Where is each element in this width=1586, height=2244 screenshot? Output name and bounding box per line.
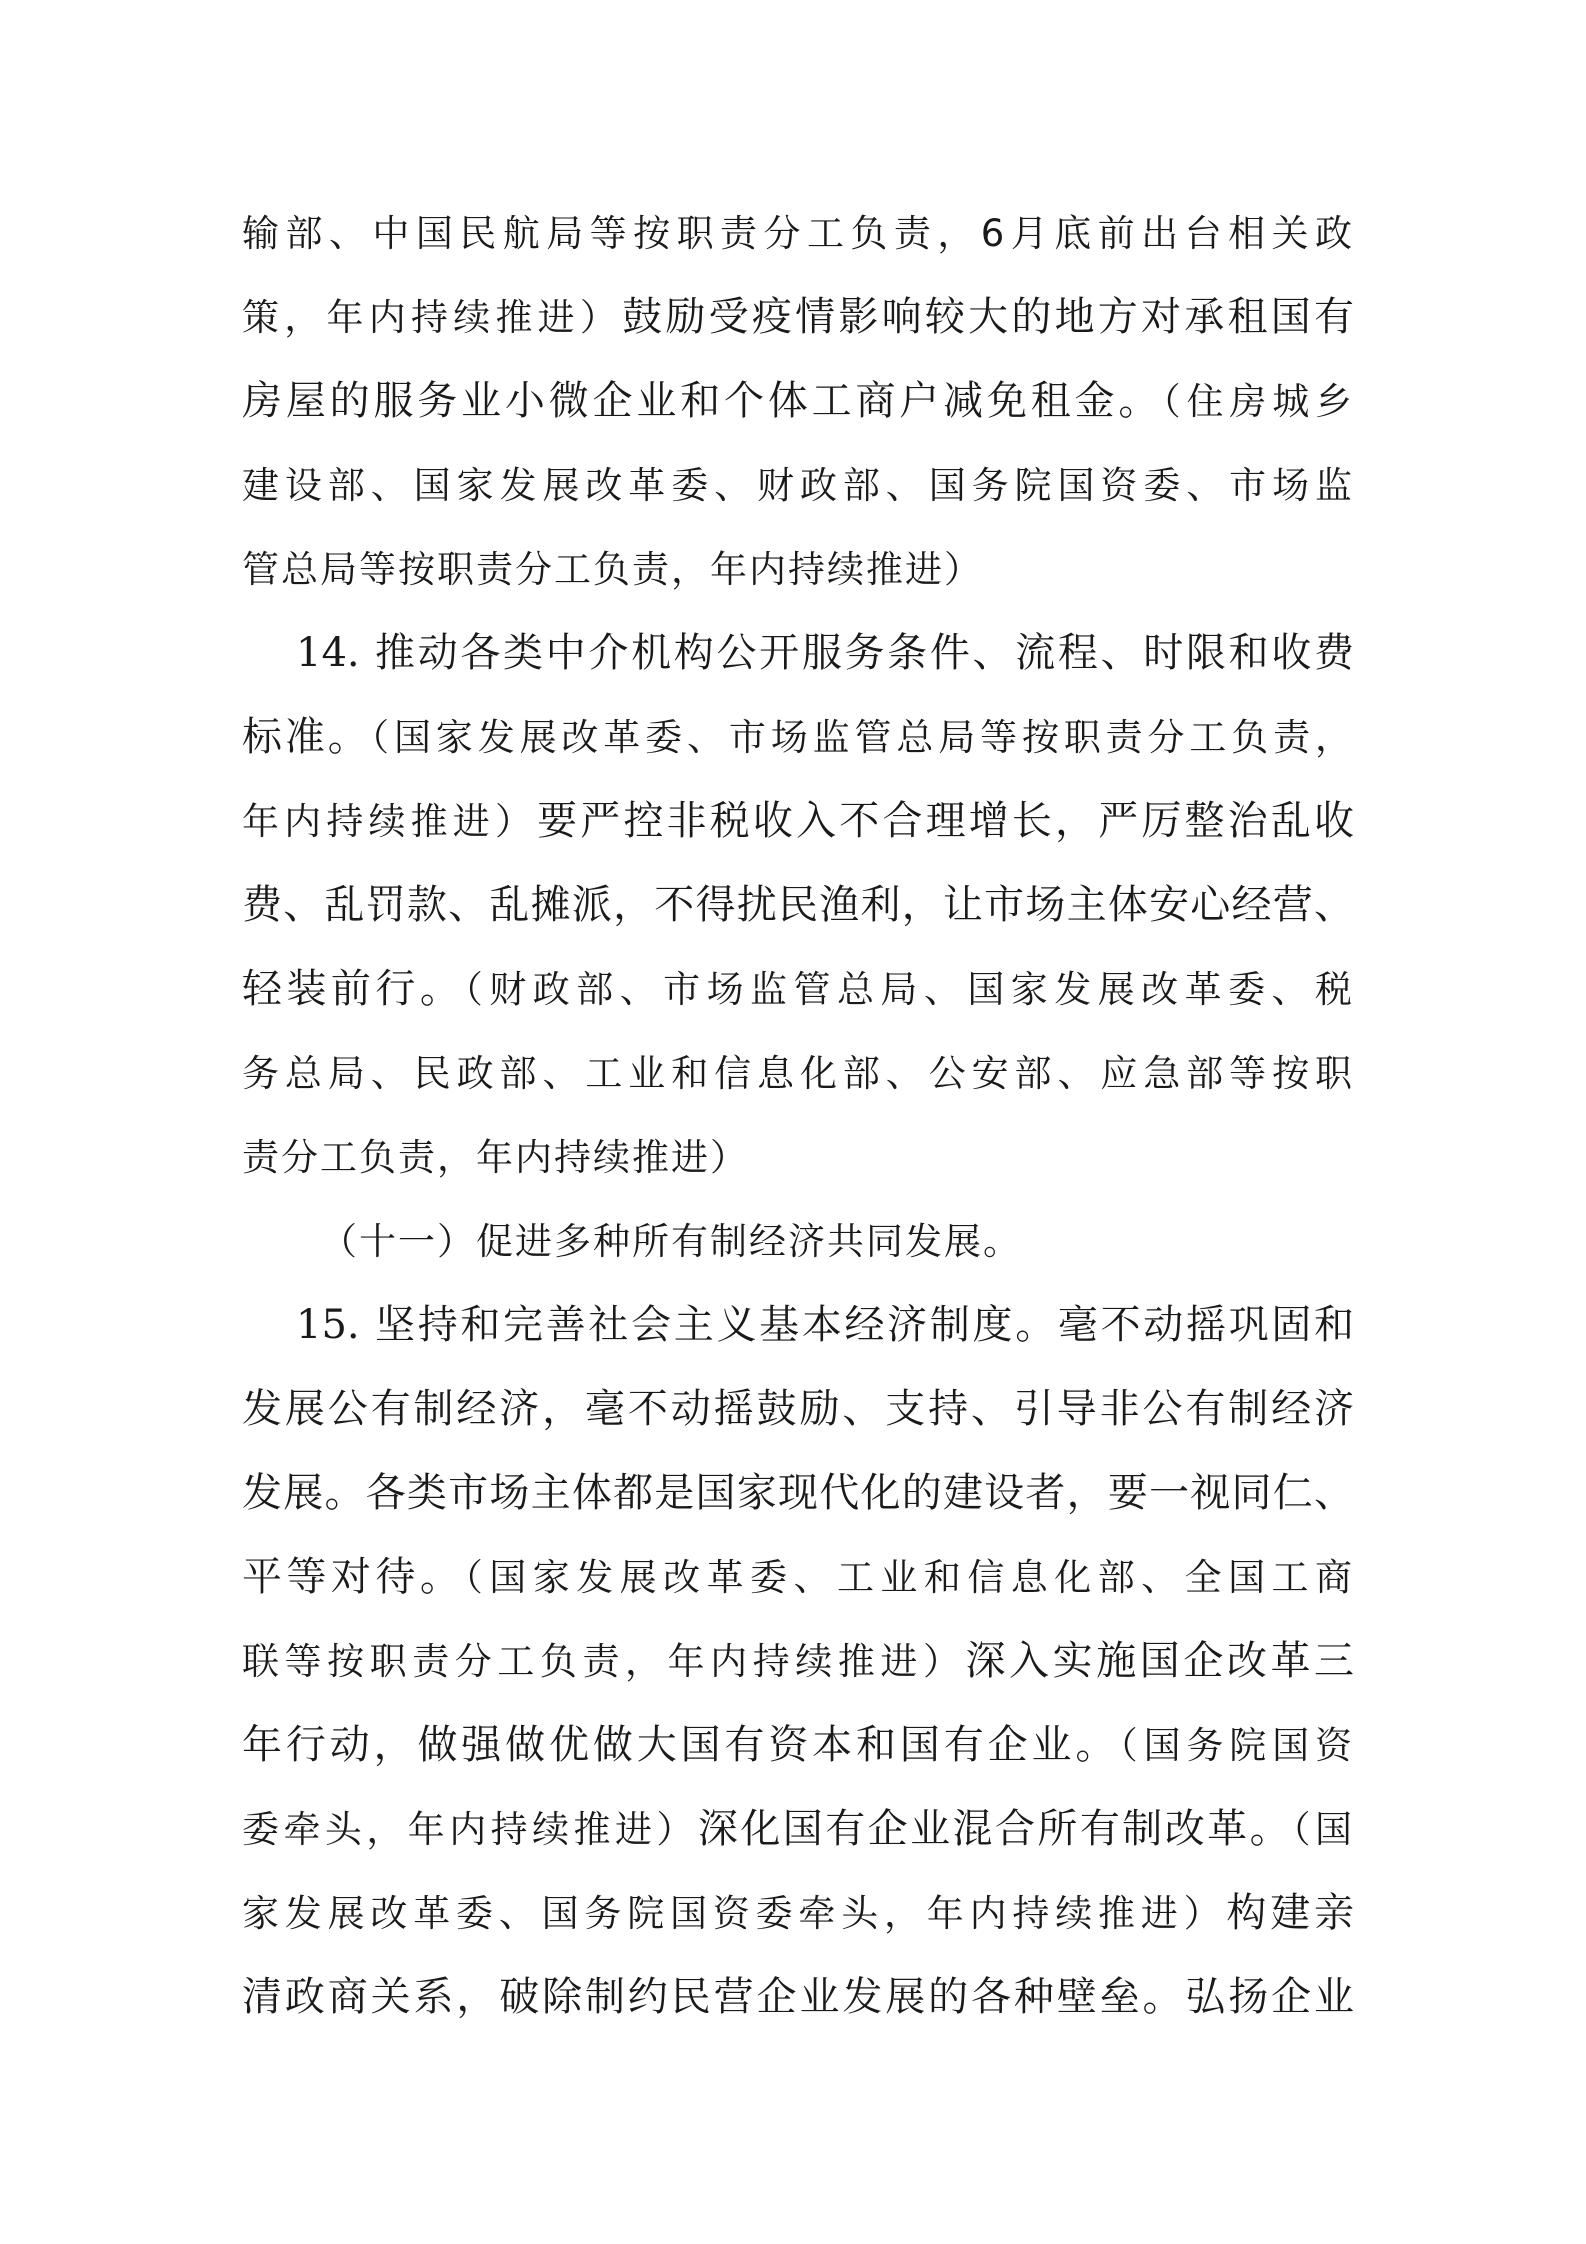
annotation-text: 策，年内持续推进） xyxy=(242,296,623,339)
annotation-text: 责分工负责，年内持续推进） xyxy=(242,1136,749,1179)
text-line xyxy=(242,1955,1354,2039)
body-text: 平等对待。 xyxy=(242,1554,465,1600)
annotation-text: 务总局、民政部、工业和信息化部、公安部、应急部等按职 xyxy=(242,1052,1354,1095)
text-line xyxy=(242,1451,1354,1535)
body-text: 清政商关系，破除制约民营企业发展的各种壁垒。弘扬企业 xyxy=(242,1974,1354,2020)
text-line xyxy=(242,443,1354,527)
text-line xyxy=(242,695,1354,779)
text-line xyxy=(242,275,1354,359)
body-text: 发展。各类市场主体都是国家现代化的建设者，要一视同仁、 xyxy=(242,1470,1354,1516)
annotation-text: （国 xyxy=(1292,1808,1355,1851)
text-line xyxy=(242,1535,1354,1619)
text-line xyxy=(242,1115,1354,1199)
annotation-text: 建设部、国家发展改革委、财政部、国务院国资委、市场监 xyxy=(242,464,1354,507)
annotation-text: 委牵头，年内持续推进） xyxy=(242,1808,698,1851)
document-page xyxy=(242,191,1354,2039)
body-text: 15. 坚持和完善社会主义基本经济制度。毫不动摇巩固和 xyxy=(296,1302,1354,1348)
annotation-text: 年内持续推进） xyxy=(242,800,538,843)
text-line xyxy=(242,1283,1354,1367)
body-text: 要严控非税收入不合理增长，严厉整治乱收 xyxy=(537,798,1355,844)
text-line xyxy=(242,191,1354,275)
body-text: 深入实施国企改革三 xyxy=(965,1638,1355,1684)
body-text: 费、乱罚款、乱摊派，不得扰民渔利，让市场主体安心经营、 xyxy=(242,882,1354,928)
annotation-text: （住房城乡 xyxy=(1162,380,1355,423)
body-text: 房屋的服务业小微企业和个体工商户减免租金。 xyxy=(242,378,1163,424)
annotation-text: 输部、中国民航局等按职责分工负责，6月底前出台相关政 xyxy=(242,212,1354,255)
text-line xyxy=(242,1703,1354,1787)
body-text: 构建亲 xyxy=(1226,1890,1355,1936)
text-line xyxy=(242,1199,1354,1283)
body-text: 年行动，做强做优做大国有资本和国有企业。 xyxy=(242,1722,1120,1768)
text-line xyxy=(242,779,1354,863)
annotation-text: （财政部、市场监管总局、国家发展改革委、税 xyxy=(464,968,1355,1011)
text-line xyxy=(242,1367,1354,1451)
body-text: 发展公有制经济，毫不动摇鼓励、支持、引导非公有制经济 xyxy=(242,1386,1354,1432)
body-text: 鼓励受疫情影响较大的地方对承租国有 xyxy=(622,294,1355,340)
text-line xyxy=(242,863,1354,947)
text-line xyxy=(242,527,1354,611)
text-line xyxy=(242,947,1354,1031)
text-line xyxy=(242,1031,1354,1115)
annotation-text: （国家发展改革委、工业和信息化部、全国工商 xyxy=(464,1556,1355,1599)
annotation-text: （国家发展改革委、市场监管总局等按职责分工负责， xyxy=(370,716,1355,759)
text-line xyxy=(242,1787,1354,1871)
annotation-text: 家发展改革委、国务院国资委牵头，年内持续推进） xyxy=(242,1892,1227,1935)
annotation-text: （国务院国资 xyxy=(1119,1724,1355,1767)
text-line xyxy=(242,359,1354,443)
annotation-text: 管总局等按职责分工负责，年内持续推进） xyxy=(242,548,983,591)
text-line xyxy=(242,611,1354,695)
body-text: 轻装前行。 xyxy=(242,966,465,1012)
annotation-text: 联等按职责分工负责，年内持续推进） xyxy=(242,1640,966,1683)
annotation-text: （十一）促进多种所有制经济共同发展。 xyxy=(320,1220,1022,1263)
text-line xyxy=(242,1619,1354,1703)
body-text: 14. 推动各类中介机构公开服务条件、流程、时限和收费 xyxy=(296,630,1354,676)
body-text: 深化国有企业混合所有制改革。 xyxy=(697,1806,1293,1852)
body-text: 标准。 xyxy=(242,714,371,760)
text-line xyxy=(242,1871,1354,1955)
